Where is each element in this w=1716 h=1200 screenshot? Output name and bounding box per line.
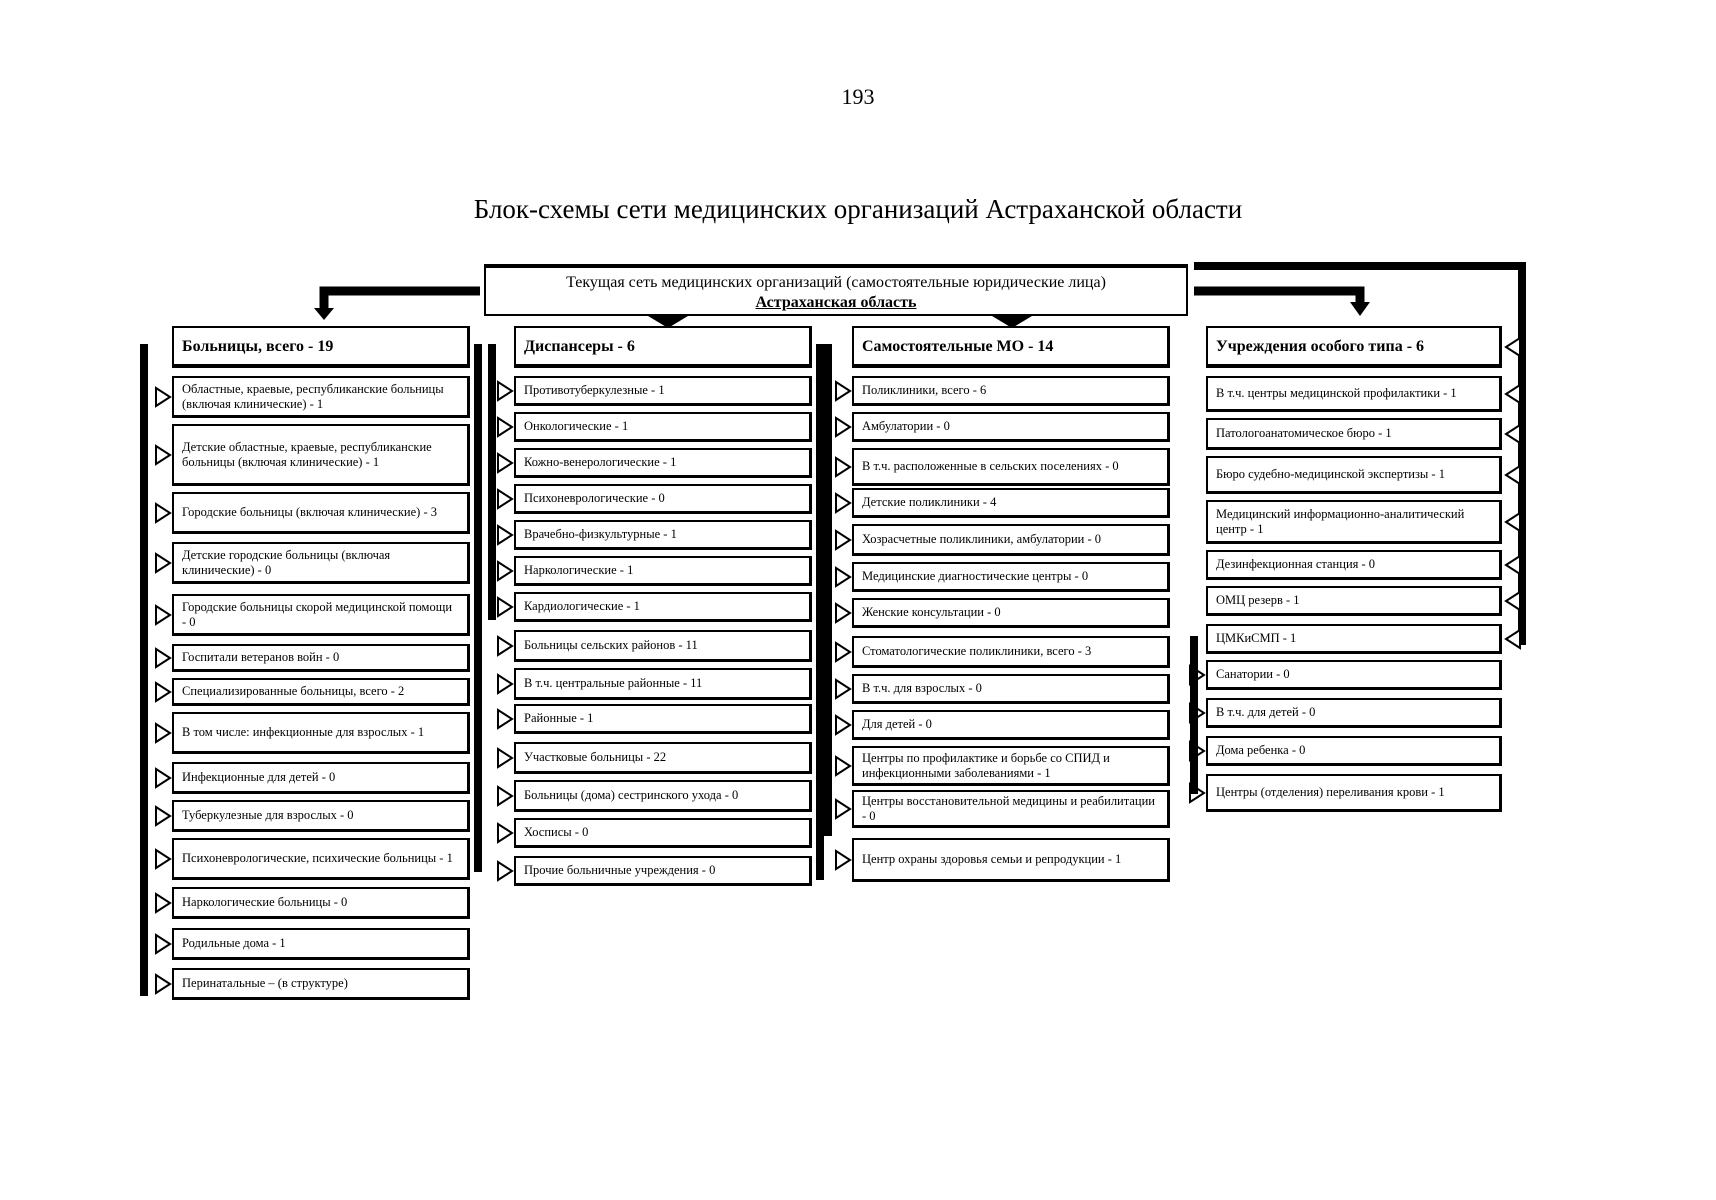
list-item (852, 412, 1170, 442)
list-item-label: Центры восстановительной медицины и реабилитации - 0 (862, 793, 1155, 823)
list-item (1206, 736, 1502, 766)
list-item (172, 887, 470, 919)
list-item-label: Прочие больничные учреждения - 0 (524, 863, 716, 877)
item-arrow (156, 769, 170, 787)
list-item-label: Родильные дома - 1 (182, 936, 286, 950)
list-item-label: Детские поликлиники - 4 (862, 495, 997, 509)
item-arrow (156, 683, 170, 701)
item-arrow (156, 606, 170, 624)
list-item-label: Медицинский информационно-аналитический центр - 1 (1216, 506, 1465, 536)
item-arrow (836, 458, 850, 476)
item-arrow (1506, 466, 1520, 484)
item-arrow (498, 710, 512, 728)
list-item-label: В т.ч. центральные районные - 11 (524, 676, 703, 690)
list-item-label: Центры по профилактике и борьбе со СПИД и инфекционными заболеваниями - 1 (862, 750, 1110, 780)
list-item (514, 704, 812, 734)
list-item-label: Больницы (дома) сестринского ухода - 0 (524, 788, 739, 802)
item-arrow (1506, 425, 1520, 443)
list-item-label: Больницы сельских районов - 11 (524, 638, 698, 652)
item-arrow (156, 724, 170, 742)
item-arrow (156, 504, 170, 522)
list-item (1206, 624, 1502, 654)
list-item-label: Врачебно-физкультурные - 1 (524, 527, 677, 541)
item-arrow (836, 800, 850, 818)
list-item (514, 856, 812, 886)
item-arrow (1506, 556, 1520, 574)
item-arrow (1506, 592, 1520, 610)
item-arrow (156, 807, 170, 825)
item-arrow (498, 418, 512, 436)
list-item (852, 710, 1170, 740)
list-item (172, 594, 470, 636)
list-item (852, 448, 1170, 486)
list-item-label: Женские консультации - 0 (862, 605, 1001, 619)
item-arrow (498, 637, 512, 655)
item-arrow (1506, 513, 1520, 531)
list-item (1206, 660, 1502, 690)
list-item-label: Наркологические - 1 (524, 563, 634, 577)
item-arrow (836, 716, 850, 734)
list-item-label: ОМЦ резерв - 1 (1216, 593, 1300, 607)
list-item-label: Онкологические - 1 (524, 419, 629, 433)
list-item (852, 790, 1170, 828)
list-item-label: Кожно-венерологические - 1 (524, 455, 677, 469)
item-arrow (498, 562, 512, 580)
list-item (852, 488, 1170, 518)
list-item-label: Патологоанатомическое бюро - 1 (1216, 426, 1392, 440)
item-arrow (498, 749, 512, 767)
list-item-label: Дома ребенка - 0 (1216, 743, 1306, 757)
list-item-label: Центр охраны здоровья семьи и репродукции - 1 (862, 852, 1122, 866)
column-header-special-institutions: Учреждения особого типа - 6 (1206, 326, 1502, 368)
list-item-label: Инфекционные для детей - 0 (182, 770, 336, 784)
list-item (514, 556, 812, 586)
list-item (172, 712, 470, 754)
list-item-label: Районные - 1 (524, 711, 594, 725)
list-item (514, 780, 812, 812)
list-item (172, 838, 470, 880)
list-item (172, 376, 470, 418)
list-item-label: Наркологические больницы - 0 (182, 895, 348, 909)
list-item-label: Хосписы - 0 (524, 825, 589, 839)
list-item-label: Бюро судебно-медицинской экспертизы - 1 (1216, 467, 1445, 481)
item-arrow (156, 554, 170, 572)
list-item (172, 542, 470, 584)
list-item-label: Городские больницы скорой медицинской помощи - 0 (182, 599, 453, 629)
item-arrow (156, 975, 170, 993)
list-item (852, 746, 1170, 786)
list-item (852, 598, 1170, 628)
list-item (852, 376, 1170, 406)
column-connector-bar (140, 344, 148, 996)
list-item-label: Городские больницы (включая клинические) - 3 (182, 505, 437, 519)
list-item (514, 376, 812, 406)
column-right-bar (474, 344, 482, 872)
list-item (172, 800, 470, 832)
item-arrow (1506, 385, 1520, 403)
list-item (514, 412, 812, 442)
column-connector-bar (1190, 636, 1198, 794)
list-item (514, 742, 812, 774)
list-item-label: В т.ч. для взрослых - 0 (862, 681, 982, 695)
item-arrow (836, 643, 850, 661)
list-item-label: Психоневрологические, психические больницы - 1 (182, 851, 453, 865)
list-item-label: Участковые больницы - 22 (524, 750, 667, 764)
list-item (1206, 698, 1502, 728)
list-item (172, 678, 470, 706)
list-item-label: Медицинские диагностические центры - 0 (862, 569, 1089, 583)
root-node-line1: Текущая сеть медицинских организаций (самостоятельные юридические лица) (566, 274, 1106, 291)
list-item-label: Психоневрологические - 0 (524, 491, 665, 505)
list-item (514, 520, 812, 550)
list-item (514, 668, 812, 700)
list-item-label: Туберкулезные для взрослых - 0 (182, 808, 354, 822)
item-arrow (836, 604, 850, 622)
list-item (514, 448, 812, 478)
list-item (514, 592, 812, 622)
list-item-label: В т.ч. центры медицинской профилактики - 1 (1216, 386, 1457, 400)
item-arrow (836, 757, 850, 775)
list-item-label: ЦМКиСМП - 1 (1216, 631, 1297, 645)
item-arrow (498, 598, 512, 616)
item-arrow (836, 418, 850, 436)
item-arrow (498, 862, 512, 880)
item-arrow (498, 675, 512, 693)
list-item (172, 928, 470, 960)
list-item (514, 818, 812, 848)
item-arrow (156, 850, 170, 868)
list-item-label: Специализированные больницы, всего - 2 (182, 684, 405, 698)
item-arrow (498, 787, 512, 805)
list-item (1206, 500, 1502, 544)
column-connector-bar (488, 344, 496, 620)
root-node-line2: Астраханская область (755, 294, 917, 311)
item-arrow (156, 649, 170, 667)
page-number: 193 (841, 84, 875, 109)
item-arrow (836, 531, 850, 549)
item-arrow (498, 382, 512, 400)
list-item (172, 762, 470, 794)
list-item (852, 562, 1170, 592)
list-item (1206, 456, 1502, 494)
diagram-title: Блок-схемы сети медицинских организаций Астраханской области (473, 194, 1243, 224)
list-item (1206, 376, 1502, 412)
item-arrow (156, 388, 170, 406)
list-item-label: В т.ч. для детей - 0 (1216, 705, 1316, 719)
list-item-label: Областные, краевые, республиканские больницы (включая клинические) - 1 (182, 381, 444, 411)
list-item-label: Санатории - 0 (1216, 667, 1290, 681)
list-item (852, 838, 1170, 882)
list-item-label: Перинатальные – (в структуре) (182, 976, 348, 990)
item-arrow (836, 494, 850, 512)
item-arrow (836, 851, 850, 869)
list-item (514, 484, 812, 514)
list-item (852, 524, 1170, 556)
list-item (852, 674, 1170, 704)
list-item-label: В том числе: инфекционные для взрослых - 1 (182, 725, 425, 739)
list-item (1206, 418, 1502, 450)
column-header-independent-mo: Самостоятельные МО - 14 (852, 326, 1170, 368)
list-item-label: Поликлиники, всего - 6 (862, 383, 987, 397)
item-arrow (836, 680, 850, 698)
item-arrow (1506, 630, 1520, 648)
column-header-hospitals: Больницы, всего - 19 (172, 326, 470, 368)
list-item-label: Дезинфекционная станция - 0 (1216, 557, 1376, 571)
item-arrow (498, 490, 512, 508)
item-arrow (156, 446, 170, 464)
item-arrow (156, 935, 170, 953)
list-item-label: Кардиологические - 1 (524, 599, 640, 613)
list-item (1206, 774, 1502, 812)
list-item (1206, 586, 1502, 616)
item-arrow (498, 824, 512, 842)
list-item (172, 424, 470, 486)
item-arrow (498, 454, 512, 472)
list-item-label: Детские областные, краевые, республиканские больницы (включая клинические) - 1 (182, 439, 432, 469)
list-item-label: В т.ч. расположенные в сельских поселениях - 0 (862, 459, 1119, 473)
header-arrow (1506, 338, 1520, 356)
list-item (172, 644, 470, 672)
list-item-label: Госпитали ветеранов войн - 0 (182, 650, 340, 664)
item-arrow (498, 526, 512, 544)
list-item (514, 630, 812, 662)
list-item-label: Хозрасчетные поликлиники, амбулатории - 0 (862, 532, 1102, 546)
list-item (172, 968, 470, 1000)
list-item-label: Амбулатории - 0 (862, 419, 950, 433)
column-header-dispensaries: Диспансеры - 6 (514, 326, 812, 368)
item-arrow (836, 382, 850, 400)
item-arrow (836, 568, 850, 586)
list-item (1206, 550, 1502, 580)
item-arrow (156, 894, 170, 912)
column-right-bar (816, 344, 824, 880)
list-item-label: Противотуберкулезные - 1 (524, 383, 665, 397)
list-item (852, 636, 1170, 668)
list-item-label: Стоматологические поликлиники, всего - 3 (862, 644, 1092, 658)
column-connector-bar (824, 344, 832, 836)
list-item-label: Детские городские больницы (включая клинические) - 0 (182, 547, 391, 577)
list-item-label: Центры (отделения) переливания крови - 1 (1216, 785, 1445, 799)
list-item-label: Для детей - 0 (862, 717, 932, 731)
list-item (172, 492, 470, 534)
